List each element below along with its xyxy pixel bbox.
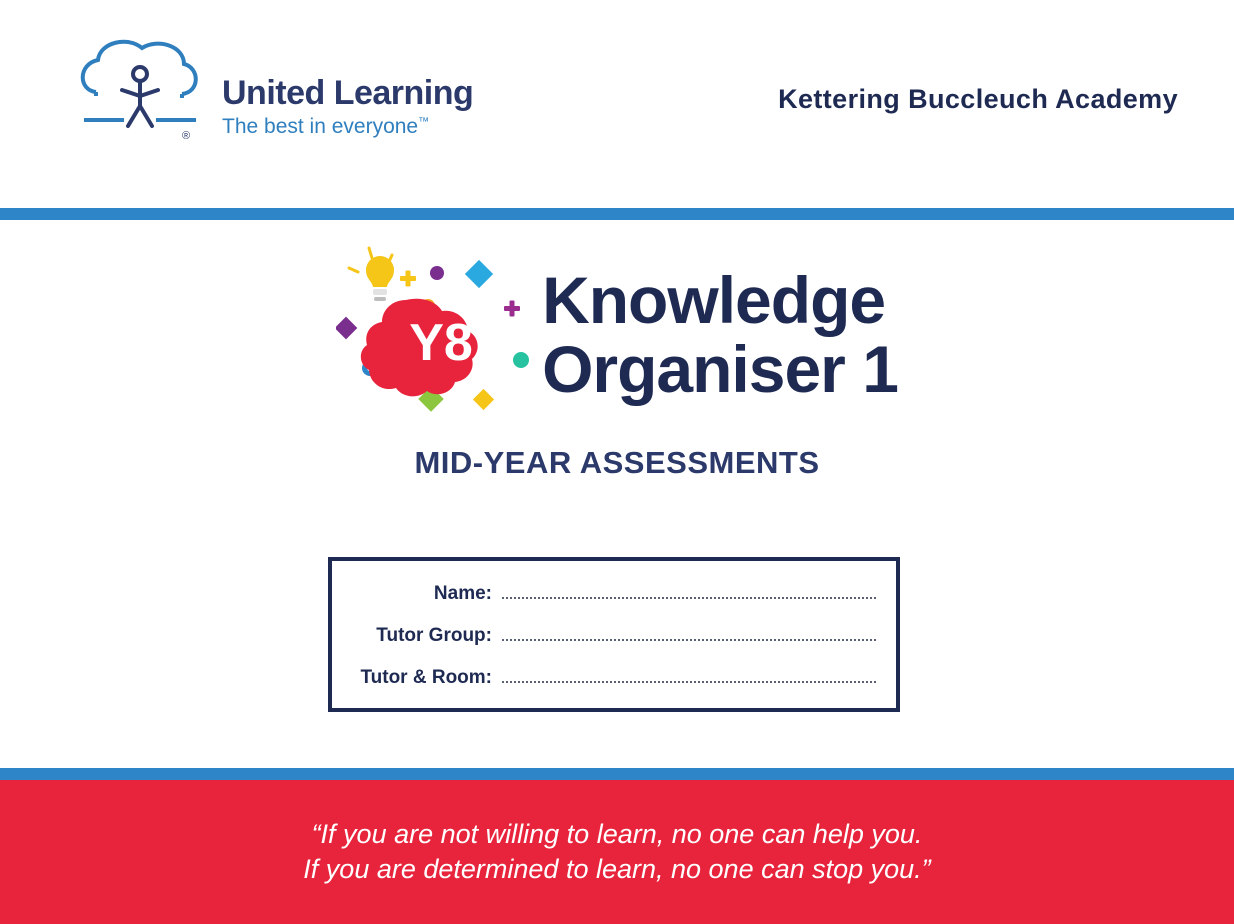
united-learning-logo bbox=[72, 34, 473, 146]
field-row-tutor-group bbox=[332, 621, 876, 647]
page-footer bbox=[0, 780, 1234, 924]
quote-line-1: “If you are not willing to learn, no one can help you. bbox=[311, 818, 923, 849]
tutor-room-input[interactable] bbox=[502, 663, 876, 683]
page-title-line2: Organiser 1 bbox=[542, 331, 898, 406]
trademark-mark: ™ bbox=[418, 116, 430, 128]
name-input[interactable] bbox=[502, 579, 876, 599]
registered-mark: ® bbox=[182, 130, 191, 142]
tutor-group-input[interactable] bbox=[502, 621, 876, 641]
bottom-blue-rule bbox=[0, 768, 1234, 780]
academy-name: Kettering Buccleuch Academy bbox=[778, 84, 1178, 114]
logo-tagline bbox=[222, 116, 473, 137]
logo-tagline-text: The best in everyone bbox=[222, 115, 419, 138]
field-row-tutor-room bbox=[332, 663, 876, 689]
page-main bbox=[0, 220, 1234, 768]
logo-title: United Learning bbox=[222, 74, 474, 112]
tree-person-logo-icon bbox=[72, 34, 208, 146]
top-blue-rule bbox=[0, 208, 1234, 220]
tutor-group-label: Tutor Group: bbox=[376, 625, 492, 646]
page-header bbox=[0, 0, 1234, 208]
name-label: Name: bbox=[433, 583, 492, 604]
page-subtitle: MID-YEAR ASSESSMENTS bbox=[414, 445, 820, 480]
student-details-box bbox=[328, 557, 900, 712]
page-title bbox=[542, 262, 898, 406]
tutor-room-label: Tutor & Room: bbox=[360, 667, 492, 688]
brain-lightbulb-icon bbox=[336, 242, 536, 427]
year-badge-text: Y8 bbox=[409, 314, 473, 372]
page-title-line1: Knowledge bbox=[542, 262, 886, 337]
title-row bbox=[0, 220, 1234, 427]
field-row-name bbox=[332, 579, 876, 605]
quote-line-2: If you are determined to learn, no one can stop you.” bbox=[303, 854, 931, 884]
logo-wordmark bbox=[222, 34, 473, 137]
